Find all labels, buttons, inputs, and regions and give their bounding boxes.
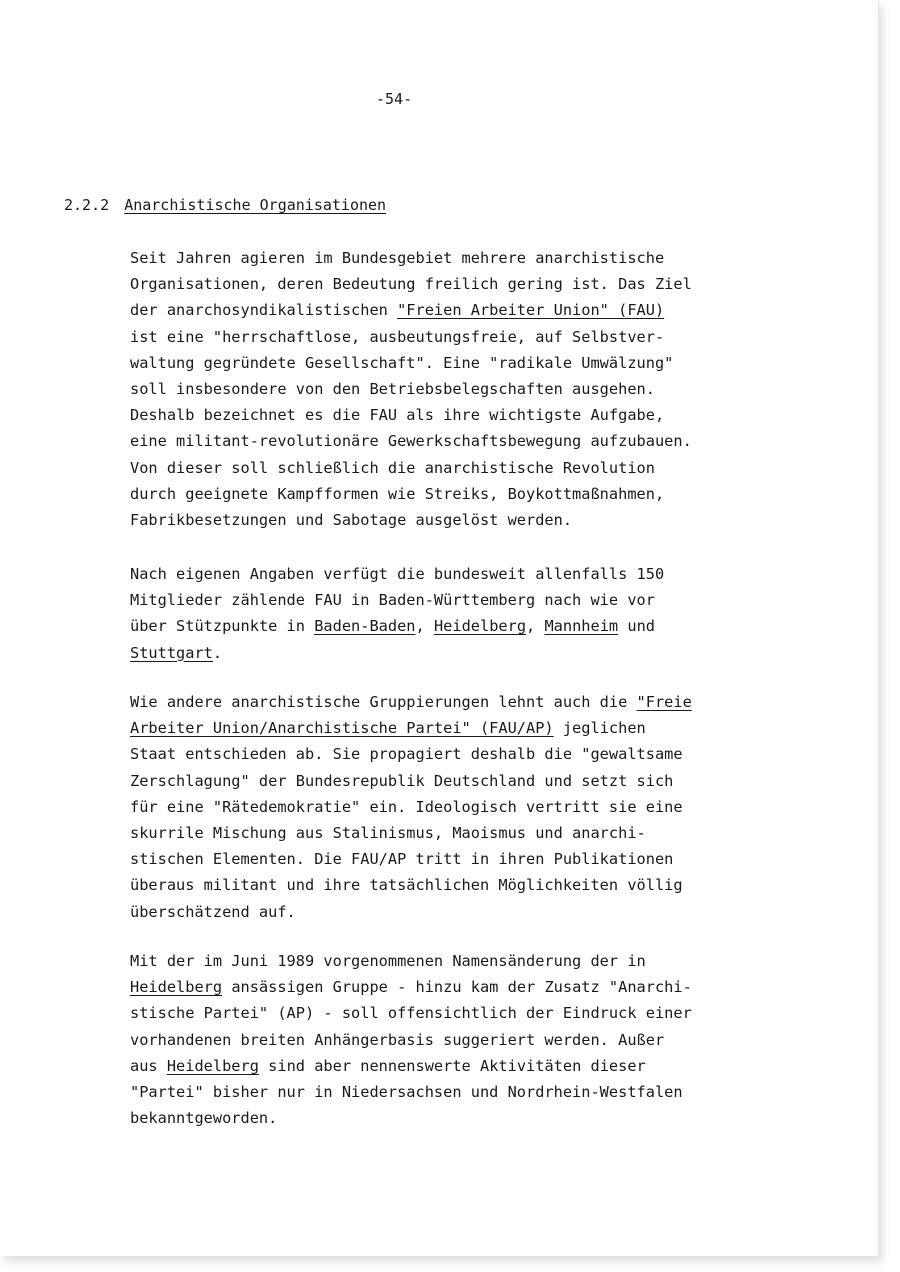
text-run: ist eine "herrschaftlose, ausbeutungsfreie, auf Selbstver- bbox=[130, 327, 665, 346]
text-line bbox=[130, 587, 810, 613]
text-line bbox=[130, 561, 810, 587]
text-run: , bbox=[526, 617, 545, 636]
section-number: 2.2.2 bbox=[64, 196, 110, 214]
text-run: durch geeignete Kampfformen wie Streiks, Boykottmaßnahmen, bbox=[130, 484, 665, 503]
text-line bbox=[130, 899, 810, 925]
text-run: skurrile Mischung aus Stalinismus, Maoismus und anarchi- bbox=[130, 824, 646, 843]
text-line bbox=[130, 820, 810, 846]
text-run: überaus militant und ihre tatsächlichen Möglichkeiten völlig bbox=[130, 876, 683, 895]
underlined-text: "Freien Arbeiter Union" (FAU) bbox=[397, 301, 665, 320]
text-line bbox=[130, 768, 810, 794]
underlined-text: Heidelberg bbox=[433, 617, 527, 636]
text-line bbox=[130, 1053, 810, 1079]
underlined-text: Stuttgart bbox=[130, 643, 213, 662]
text-line bbox=[130, 271, 810, 297]
text-run: Nach eigenen Angaben verfügt die bundesweit allenfalls 150 bbox=[130, 565, 665, 583]
paragraph bbox=[130, 245, 810, 533]
text-run: stische Partei" (AP) - soll offensichtlich der Eindruck einer bbox=[130, 1004, 692, 1023]
underlined-text: Mannheim bbox=[544, 617, 619, 636]
text-run: Seit Jahren agieren im Bundesgebiet mehrere anarchistische bbox=[130, 249, 665, 267]
text-line bbox=[130, 846, 810, 872]
text-run: jeglichen bbox=[553, 719, 646, 738]
text-run: . bbox=[212, 643, 223, 662]
paragraph bbox=[130, 689, 810, 925]
text-line bbox=[130, 481, 810, 507]
text-line bbox=[130, 324, 810, 350]
text-line bbox=[130, 640, 810, 666]
text-run: sind aber nennenswerte Aktivitäten dieser bbox=[258, 1056, 646, 1075]
text-run: Von dieser soll schließlich die anarchistische Revolution bbox=[130, 458, 655, 477]
text-run: überschätzend auf. bbox=[130, 902, 296, 921]
section-heading bbox=[64, 196, 386, 214]
text-run: Mitglieder zählende FAU in Baden-Württemberg nach wie vor bbox=[130, 591, 655, 610]
text-line bbox=[130, 1105, 810, 1131]
text-line bbox=[130, 715, 810, 741]
text-run: , bbox=[415, 617, 434, 636]
text-line bbox=[130, 455, 810, 481]
text-line bbox=[130, 1027, 810, 1053]
page-number: -54- bbox=[376, 90, 413, 108]
text-run: ansässigen Gruppe - hinzu kam der Zusatz "Anarchi- bbox=[222, 978, 692, 997]
text-line bbox=[130, 1000, 810, 1026]
text-run: für eine "Rätedemokratie" ein. Ideologisch vertritt sie eine bbox=[130, 797, 683, 816]
text-run: waltung gegründete Gesellschaft". Eine "radikale Umwälzung" bbox=[130, 353, 674, 372]
text-run: stischen Elementen. Die FAU/AP tritt in ihren Publikationen bbox=[130, 850, 674, 869]
text-line bbox=[130, 1079, 810, 1105]
underlined-text: Arbeiter Union/Anarchistische Partei" (FAU/AP) bbox=[130, 719, 554, 738]
text-line bbox=[130, 402, 810, 428]
text-line bbox=[130, 350, 810, 376]
text-run: "Partei" bisher nur in Niedersachsen und Nordrhein-Westfalen bbox=[130, 1083, 683, 1102]
text-run: eine militant-revolutionäre Gewerkschaftsbewegung aufzubauen. bbox=[130, 432, 692, 451]
text-line bbox=[130, 376, 810, 402]
text-line bbox=[130, 948, 810, 974]
text-line bbox=[130, 741, 810, 767]
text-line bbox=[130, 794, 810, 820]
paragraph bbox=[130, 561, 810, 666]
text-run: bekanntgeworden. bbox=[130, 1109, 278, 1128]
text-line bbox=[130, 974, 810, 1000]
text-line bbox=[130, 872, 810, 898]
text-run: aus bbox=[130, 1056, 167, 1075]
text-run: Organisationen, deren Bedeutung freilich gering ist. Das Ziel bbox=[130, 275, 692, 294]
text-line bbox=[130, 507, 810, 533]
text-line bbox=[130, 428, 810, 454]
text-run: Fabrikbesetzungen und Sabotage ausgelöst werden. bbox=[130, 511, 573, 530]
text-run: Deshalb bezeichnet es die FAU als ihre wichtigste Aufgabe, bbox=[130, 406, 665, 425]
text-run: über Stützpunkte in bbox=[130, 617, 315, 636]
underlined-text: Heidelberg bbox=[130, 978, 223, 997]
text-run: Wie andere anarchistische Gruppierungen lehnt auch die bbox=[130, 693, 637, 711]
text-run: der anarchosyndikalistischen bbox=[130, 301, 398, 320]
text-run: soll insbesondere von den Betriebsbelegschaften ausgehen. bbox=[130, 380, 655, 399]
underlined-text: "Freie bbox=[636, 693, 692, 711]
text-run: Staat entschieden ab. Sie propagiert deshalb die "gewaltsame bbox=[130, 745, 683, 764]
underlined-text: Heidelberg bbox=[166, 1056, 259, 1075]
text-line bbox=[130, 297, 810, 323]
text-line bbox=[130, 245, 810, 271]
text-line bbox=[130, 689, 810, 715]
text-run: und bbox=[618, 617, 655, 636]
text-run: Zerschlagung" der Bundesrepublik Deutschland und setzt sich bbox=[130, 771, 674, 790]
underlined-text: Baden-Baden bbox=[314, 617, 416, 636]
section-title: Anarchistische Organisationen bbox=[124, 196, 387, 214]
text-line bbox=[130, 613, 810, 639]
text-run: vorhandenen breiten Anhängerbasis suggeriert werden. Außer bbox=[130, 1030, 665, 1049]
paragraph bbox=[130, 948, 810, 1131]
text-run: Mit der im Juni 1989 vorgenommenen Namensänderung der in bbox=[130, 952, 646, 970]
